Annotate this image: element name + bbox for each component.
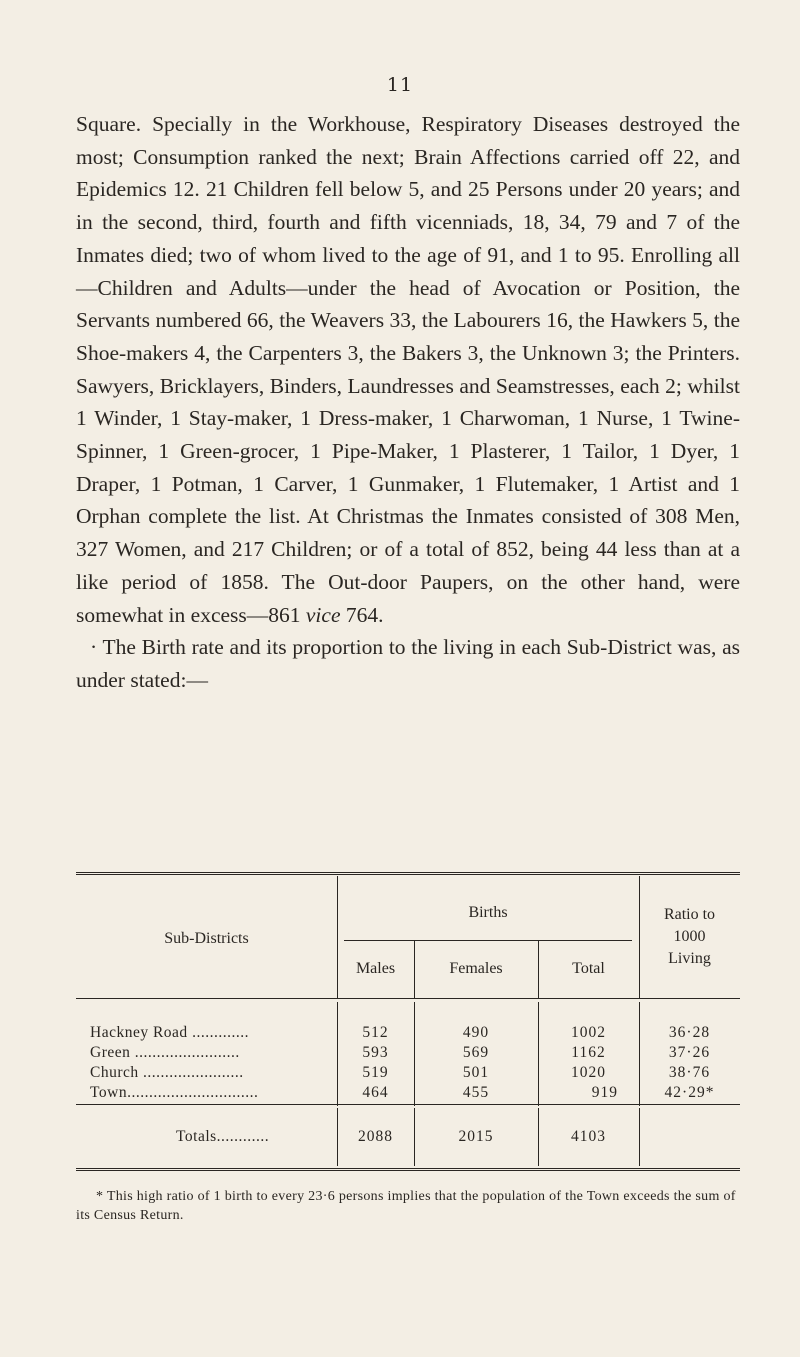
header-bottom-rule [76, 998, 740, 999]
row-males: 593 [362, 1044, 389, 1061]
totals-label [176, 1128, 336, 1146]
vice-word: vice [305, 602, 341, 627]
row-name: Church [90, 1064, 139, 1081]
row-total: 1002 [571, 1024, 606, 1041]
totals-total: 4103 [571, 1128, 606, 1145]
paragraph-1 [76, 108, 740, 631]
footnote-text: * This high ratio of 1 birth to every 23·6 persons implies that the population of the Town exceeds the sum of its Census Return. [76, 1189, 736, 1223]
body-text [76, 108, 740, 697]
header-females: Females [449, 960, 503, 977]
row-females: 490 [462, 1024, 490, 1041]
totals-females: 2015 [458, 1128, 494, 1145]
row-total: 1020 [571, 1064, 606, 1081]
row-ratio: 36·28 [668, 1024, 711, 1041]
row-total: 919 [591, 1084, 618, 1101]
table-row-name [90, 1084, 330, 1102]
row-leader-dots: ............. [187, 1024, 249, 1041]
header-births: Births [468, 904, 508, 921]
footnote [76, 1187, 740, 1225]
row-females: 455 [462, 1084, 490, 1101]
row-females: 501 [462, 1064, 490, 1081]
row-leader-dots: .............................. [127, 1084, 259, 1101]
page-number: 11 [386, 74, 414, 96]
col-divider [639, 1108, 640, 1166]
row-leader-dots: ....................... [138, 1064, 244, 1081]
paragraph-1-text: Square. Specially in the Workhouse, Respiratory Diseases destroyed the most; Consumption ranked the next; Brain Affections carried off 22, and Epidemics 12. 21 Children fell below 5, and 25 Persons under 20 years; and in the second, third, fourth and fifth vicenniads, 18, 34, 79 and 7 of the Inmates died; two of whom lived to the age of 91, and 1 to 95. Enrolling all—Children and Adults—under the head of Avocation or Position, the Servants numbered 66, the Weavers 33, the Labourers 16, the Hawkers 5, the Shoe-makers 4, the Carpenters 3, the Bakers 3, the Unknown 3; the Printers. Sawyers, Bricklayers, Binders, Laundresses and Seamstresses, each 2; whilst 1 Winder, 1 Stay-maker, 1 Dress-maker, 1 Charwoman, 1 Nurse, 1 Twine-Spinner, 1 Green-grocer, 1 Pipe-Maker, 1 Plasterer, 1 Tailor, 1 Dyer, 1 Draper, 1 Potman, 1 Carver, 1 Gunmaker, 1 Flutemaker, 1 Artist and 1 Orphan complete the list. At Christmas the Inmates consisted of 308 Men, 327 Women, and 217 Children; or of a total of 852, being 44 less than at a like period of 1858. The Out-door Paupers, on the other hand, were somewhat in excess—861 [76, 112, 740, 627]
vice-number: 764. [345, 602, 384, 627]
totals-top-rule [76, 1104, 740, 1105]
table-row-name [90, 1044, 330, 1062]
paragraph-2-marker: · [90, 635, 98, 660]
row-leader-dots: ........................ [130, 1044, 240, 1061]
table-bottom-rule [76, 1168, 740, 1171]
totals-males: 2088 [358, 1128, 393, 1145]
header-ratio-line-3: Living [668, 950, 711, 967]
row-ratio: 42·29* [664, 1084, 715, 1101]
table-top-rule [76, 872, 740, 875]
totals-leader-dots: ............ [216, 1128, 270, 1145]
table-row-name [90, 1024, 330, 1042]
row-name: Hackney Road [90, 1024, 188, 1041]
paragraph-2-text: The Birth rate and its proportion to the living in each Sub-District was, as under stated:— [76, 635, 740, 692]
header-ratio-line-2: 1000 [673, 928, 706, 945]
totals-label-text: Totals [176, 1128, 217, 1145]
header-males: Males [355, 960, 396, 977]
row-name: Town [90, 1084, 128, 1101]
row-ratio: 38·76 [668, 1064, 711, 1081]
row-name: Green [90, 1044, 131, 1061]
row-females: 569 [462, 1044, 490, 1061]
births-subheader-rule [344, 940, 632, 941]
header-total: Total [572, 960, 605, 977]
paragraph-2 [76, 631, 740, 696]
row-males: 519 [362, 1064, 389, 1081]
row-total: 1162 [571, 1044, 606, 1061]
header-ratio-line-1: Ratio to [663, 906, 716, 923]
header-subdistricts: Sub-Districts [164, 930, 249, 947]
row-ratio: 37·26 [668, 1044, 711, 1061]
row-males: 464 [362, 1084, 389, 1101]
row-males: 512 [362, 1024, 389, 1041]
table-row-name [90, 1064, 330, 1082]
